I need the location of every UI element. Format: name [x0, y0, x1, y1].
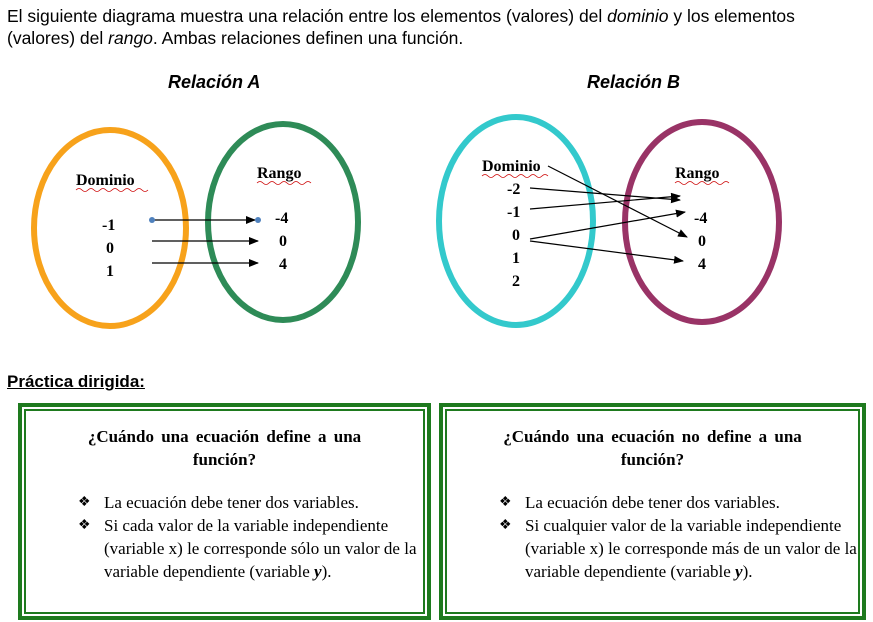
box-inner [445, 409, 860, 614]
relation-b-domain-value: 2 [512, 273, 520, 290]
relation-b-domain-value: -1 [507, 204, 521, 221]
intro-rango: rango [108, 28, 153, 48]
relation-b-domain-value: -2 [507, 181, 521, 198]
list-item-text: La ecuación debe tener dos variables. [525, 493, 780, 512]
box-title: ¿Cuándo una ecuación no define a una función? [503, 427, 802, 469]
intro-dominio: dominio [607, 6, 669, 26]
relation-b-arrow [548, 166, 687, 237]
list-item [78, 491, 423, 514]
relation-b-domain-value: 0 [512, 227, 520, 244]
box-defines-function [18, 403, 431, 620]
relation-b-arrow [530, 241, 683, 261]
list-item [499, 514, 858, 583]
list-item-tail: ). [321, 562, 332, 581]
relation-b-domain-value: 1 [512, 250, 520, 267]
intro-text-1: El siguiente diagrama muestra una relación entre los elementos (valores) del [7, 6, 608, 26]
box-title: ¿Cuándo una ecuación define a una función? [87, 427, 362, 469]
list-item [499, 491, 858, 514]
criteria-list [26, 491, 423, 583]
intro-text-3: . Ambas relaciones definen una función. [152, 28, 464, 48]
variable-y: y [735, 562, 743, 581]
list-item-text: La ecuación debe tener dos variables. [104, 493, 359, 512]
relation-b-domain-label: Dominio [482, 158, 541, 175]
intro-text-2: y los elementos (valores) del [7, 6, 795, 48]
relation-b-arrow [530, 212, 685, 239]
relation-b-range-label: Rango [675, 165, 720, 182]
relation-a-domain-value: 1 [106, 263, 114, 280]
relation-a-arrow-dot [149, 217, 155, 223]
box-inner [24, 409, 425, 614]
relation-b-arrow [530, 196, 680, 209]
relation-b-range-value: 0 [698, 233, 706, 250]
diamond-bullet-icon: ❖ [78, 495, 91, 510]
list-item-text: Si cada valor de la variable independiente (variable x) le corresponde sólo un valor de la variable dependiente (variable [104, 516, 417, 581]
relation-a-range-value: -4 [275, 210, 289, 227]
relation-b-title: Relación B [587, 72, 681, 92]
criteria-list [447, 491, 858, 583]
relation-a-range-value: 4 [279, 256, 287, 273]
diamond-bullet-icon: ❖ [78, 518, 91, 533]
list-item-text: Si cualquier valor de la variable independiente (variable x) le corresponde más de un valor de la variable dependiente (variable [525, 516, 857, 581]
relation-a-range-label: Rango [257, 165, 302, 182]
relation-b-range-value: 4 [698, 256, 706, 273]
relation-b-domain-oval [439, 117, 593, 325]
relation-a-domain-value: 0 [106, 240, 114, 257]
diamond-bullet-icon: ❖ [499, 495, 512, 510]
practice-heading: Práctica dirigida: [7, 372, 145, 391]
list-item [78, 514, 423, 583]
box-does-not-define-function [439, 403, 866, 620]
diamond-bullet-icon: ❖ [499, 518, 512, 533]
relation-a-title: Relación A [168, 72, 261, 92]
variable-y: y [314, 562, 322, 581]
relation-b-range-value: -4 [694, 210, 708, 227]
relation-a-range-value: 0 [279, 233, 287, 250]
relation-a-domain-value: -1 [102, 217, 116, 234]
relation-a-domain-label: Dominio [76, 172, 135, 189]
relation-a-arrow-dot [255, 217, 261, 223]
list-item-tail: ). [742, 562, 753, 581]
